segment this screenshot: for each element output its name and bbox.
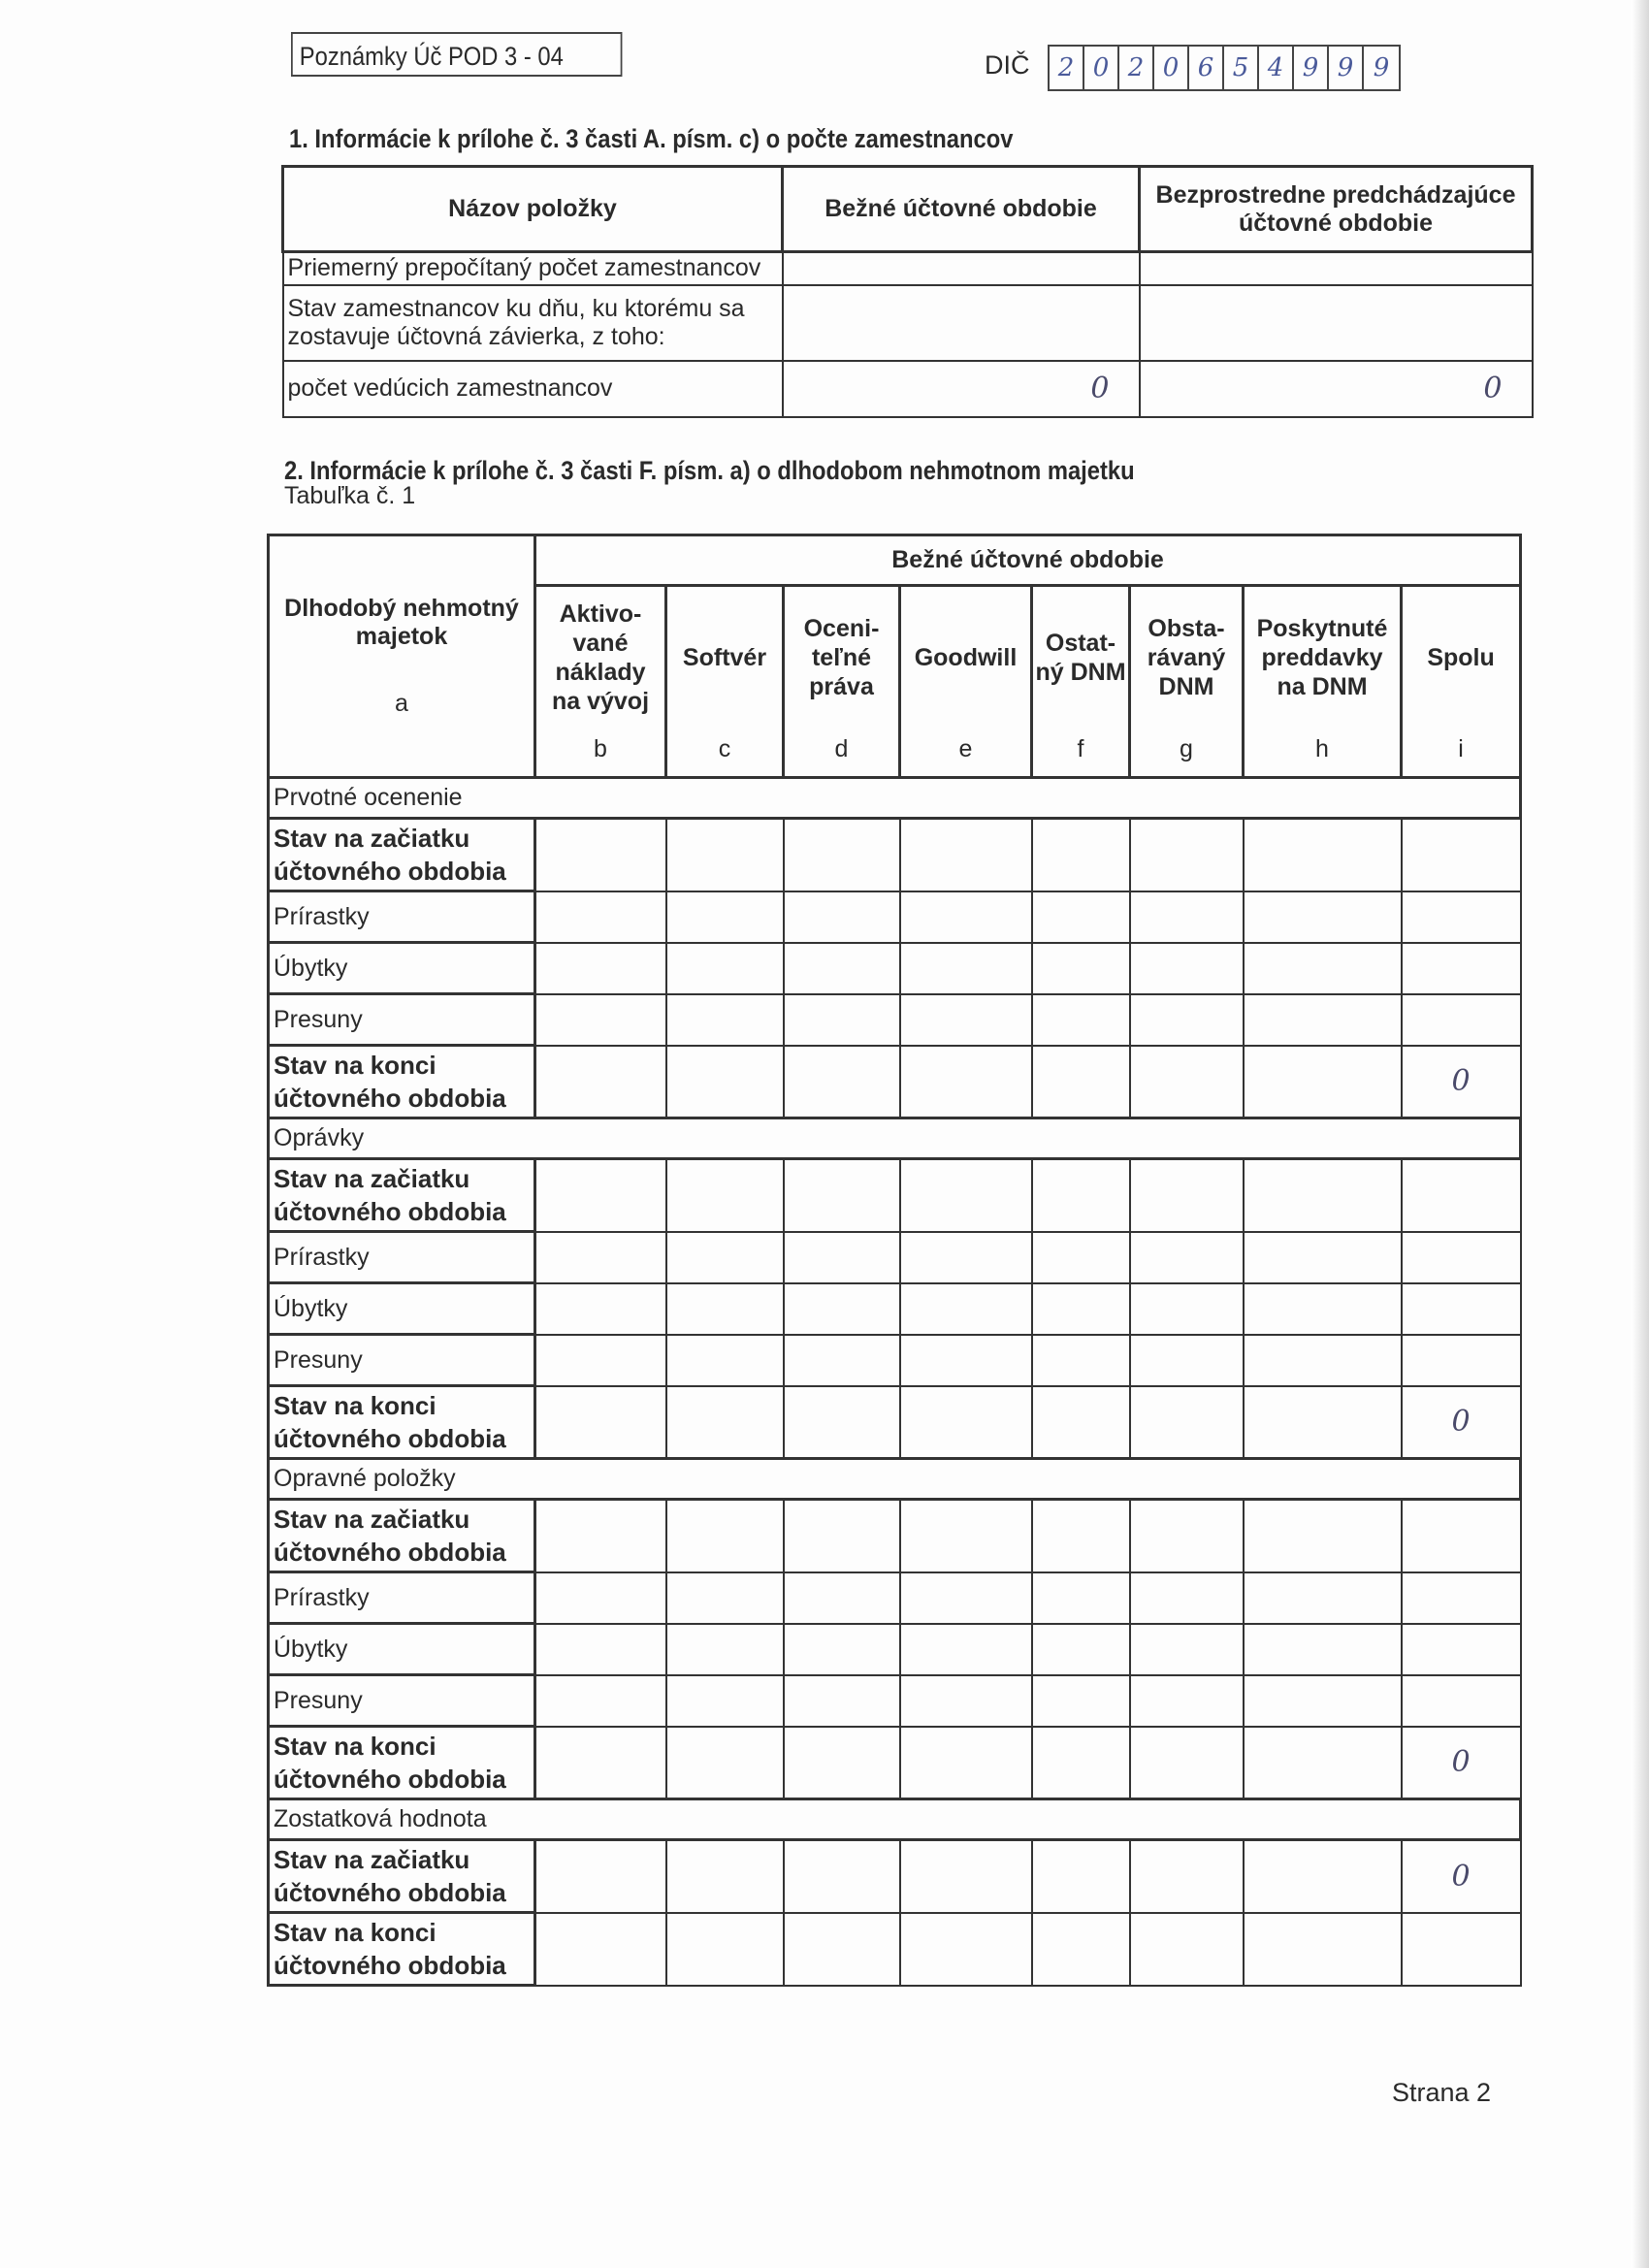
dic-field (1048, 45, 1401, 91)
section2-title: 2. Informácie k prílohe č. 3 časti F. písm. a) o dlhodobom nehmotnom majetku (284, 456, 1135, 485)
col-letter: i (1458, 735, 1464, 762)
spolu-cell (1402, 819, 1521, 891)
spolu-cell: 0 (1402, 1046, 1521, 1118)
value-cell (900, 1913, 1032, 1986)
value-cell (1032, 1675, 1130, 1727)
table-row (269, 1046, 1521, 1118)
value-cell (535, 1572, 666, 1624)
row-label: Prírastky (269, 1572, 535, 1624)
value-cell (1130, 1727, 1244, 1799)
value-cell (784, 1232, 900, 1283)
value-cell (784, 1159, 900, 1232)
value-cell (900, 943, 1032, 994)
value-cell (900, 1675, 1032, 1727)
col-letter: h (1315, 735, 1329, 762)
table-row (269, 1840, 1521, 1913)
col-header (535, 586, 666, 778)
table-row (269, 1675, 1521, 1727)
value-cell (900, 1572, 1032, 1624)
value-cell (900, 891, 1032, 943)
value-cell (1130, 1159, 1244, 1232)
spolu-cell (1402, 1624, 1521, 1675)
table-row (269, 1335, 1521, 1386)
value-cell (1032, 1727, 1130, 1799)
spolu-cell (1402, 994, 1521, 1046)
group-row (269, 778, 1521, 819)
dic-digit: 2 (1050, 47, 1084, 89)
value-cell (535, 1500, 666, 1572)
dic-digit: 5 (1224, 47, 1259, 89)
value-cell (535, 1624, 666, 1675)
row-header (269, 535, 535, 778)
row-label: Stav na začiatku účtovného obdobia (269, 1500, 535, 1572)
value-cell (1244, 1913, 1402, 1986)
spolu-cell (1402, 1283, 1521, 1335)
table-row (269, 891, 1521, 943)
dic-digit: 9 (1373, 53, 1390, 82)
cell-current: 0 (783, 361, 1140, 417)
value-cell (1244, 1046, 1402, 1118)
table-row (269, 1624, 1521, 1675)
group-header: Bežné účtovné obdobie (535, 535, 1521, 586)
table-row (269, 1232, 1521, 1283)
value-cell (535, 1283, 666, 1335)
value-cell (784, 1572, 900, 1624)
value-cell (1032, 1159, 1130, 1232)
value-cell (1032, 1913, 1130, 1986)
row-label: Stav na začiatku účtovného obdobia (269, 819, 535, 891)
col-letter: e (958, 735, 973, 762)
dic-digit: 0 (1154, 47, 1189, 89)
value-cell (1130, 1840, 1244, 1913)
col-header-label: Softvér (682, 644, 767, 671)
value-cell (784, 1624, 900, 1675)
table-row (269, 994, 1521, 1046)
table-row (283, 361, 1533, 417)
dic-digit: 6 (1189, 47, 1224, 89)
value-cell (666, 1624, 784, 1675)
table-caption: Tabuľka č. 1 (284, 482, 416, 509)
table-row (269, 819, 1521, 891)
col-header (666, 586, 784, 778)
value-cell (784, 1840, 900, 1913)
row-label: Presuny (269, 1335, 535, 1386)
value-cell (900, 1386, 1032, 1459)
value-cell (666, 1675, 784, 1727)
dic-digit: 9 (1329, 47, 1364, 89)
spolu-cell (1402, 1675, 1521, 1727)
spolu-cell (1402, 1572, 1521, 1624)
col-header-label: Spolu (1427, 644, 1495, 671)
group-row (269, 1459, 1521, 1500)
value-cell (900, 819, 1032, 891)
spolu-cell (1402, 943, 1521, 994)
row-label: Stav na konci účtovného obdobia (269, 1913, 535, 1986)
value-cell (1130, 1232, 1244, 1283)
dic-digit: 9 (1294, 47, 1329, 89)
value-cell (1032, 1840, 1130, 1913)
row-header-label: Dlhodobý nehmotný majetok (284, 595, 519, 650)
table-row (269, 1159, 1521, 1232)
value-cell (1032, 1283, 1130, 1335)
value-cell (535, 1386, 666, 1459)
dic-digit: 4 (1259, 47, 1294, 89)
table-row (269, 1386, 1521, 1459)
value-cell (1130, 994, 1244, 1046)
value-cell (535, 1727, 666, 1799)
value-cell (535, 891, 666, 943)
cell-previous (1140, 285, 1533, 361)
spolu-cell (1402, 1159, 1521, 1232)
group-row (269, 1118, 1521, 1159)
col-header-label: Oceni- teľné práva (803, 615, 880, 700)
col-letter: b (594, 735, 607, 762)
value-cell (784, 819, 900, 891)
value-cell (900, 1727, 1032, 1799)
value-cell (666, 1840, 784, 1913)
intangible-assets-table (267, 534, 1522, 1987)
section1-title: 1. Informácie k prílohe č. 3 časti A. písm. c) o počte zamestnancov (289, 124, 1014, 153)
value-cell (784, 1335, 900, 1386)
col-letter: d (834, 735, 849, 762)
value-cell (535, 1232, 666, 1283)
value-cell (784, 1675, 900, 1727)
col-header-label: Ostat- ný DNM (1035, 630, 1126, 686)
value-cell (535, 1913, 666, 1986)
value-cell (784, 1500, 900, 1572)
col-header (1032, 586, 1130, 778)
value-cell (784, 943, 900, 994)
value-cell (666, 1335, 784, 1386)
cell-previous: 0 (1140, 361, 1533, 417)
value-cell (900, 1159, 1032, 1232)
value-cell (535, 1046, 666, 1118)
value-cell (900, 1335, 1032, 1386)
dic-digit: 2 (1119, 47, 1154, 89)
group-title: Opravné položky (269, 1459, 1521, 1500)
spolu-cell (1402, 1500, 1521, 1572)
col-header-label: Goodwill (914, 644, 1018, 671)
table-row (283, 285, 1533, 361)
group-title: Oprávky (269, 1118, 1521, 1159)
value-cell (535, 943, 666, 994)
value-cell (1032, 1232, 1130, 1283)
col-letter: g (1180, 735, 1193, 762)
spolu-cell (1402, 1232, 1521, 1283)
value-cell (900, 1624, 1032, 1675)
value-cell (1032, 1335, 1130, 1386)
value-cell (666, 943, 784, 994)
table-row (283, 252, 1533, 285)
row-label: Úbytky (269, 1624, 535, 1675)
spolu-cell (1402, 1913, 1521, 1986)
value-cell (1244, 1624, 1402, 1675)
value-cell (1244, 1727, 1402, 1799)
value-cell (666, 1727, 784, 1799)
value-cell (784, 1386, 900, 1459)
value-cell (1244, 943, 1402, 994)
table-row (269, 1727, 1521, 1799)
col-header-label: Aktivo- vané náklady na vývoj (551, 600, 650, 715)
value-cell (1130, 891, 1244, 943)
dic-digit: 0 (1084, 47, 1119, 89)
row-label: počet vedúcich zamestnancov (283, 361, 783, 417)
spolu-cell: 0 (1402, 1840, 1521, 1913)
table-row (269, 1500, 1521, 1572)
row-label: Prírastky (269, 1232, 535, 1283)
value-cell (1244, 819, 1402, 891)
col-header: Názov položky (283, 167, 783, 252)
col-letter: f (1077, 735, 1084, 762)
value-cell (666, 819, 784, 891)
value-cell (1244, 1159, 1402, 1232)
table-row (269, 1572, 1521, 1624)
col-header (900, 586, 1032, 778)
value-cell (1032, 1386, 1130, 1459)
value-cell (900, 1500, 1032, 1572)
value-cell (535, 1840, 666, 1913)
row-label: Presuny (269, 994, 535, 1046)
value-cell (1244, 1572, 1402, 1624)
spolu-cell: 0 (1402, 1386, 1521, 1459)
value-cell (1244, 891, 1402, 943)
value-cell (666, 891, 784, 943)
value-cell (1130, 1500, 1244, 1572)
value-cell (1032, 819, 1130, 891)
value-cell (1130, 943, 1244, 994)
table-row (269, 943, 1521, 994)
spolu-cell (1402, 891, 1521, 943)
row-label: Prírastky (269, 891, 535, 943)
value-cell (1244, 1335, 1402, 1386)
spolu-cell: 0 (1402, 1727, 1521, 1799)
value-cell (666, 1572, 784, 1624)
value-cell (1130, 1913, 1244, 1986)
col-header-label: Poskytnuté preddavky na DNM (1256, 615, 1388, 700)
value-cell (666, 1500, 784, 1572)
table-row (269, 1283, 1521, 1335)
row-label: Priemerný prepočítaný počet zamestnancov (283, 252, 783, 285)
value-cell (784, 891, 900, 943)
col-header (784, 586, 900, 778)
value-cell (900, 1840, 1032, 1913)
employees-table (281, 165, 1534, 418)
value-cell (666, 994, 784, 1046)
col-header: Bežné účtovné obdobie (783, 167, 1140, 252)
value-cell (535, 994, 666, 1046)
value-cell (666, 1386, 784, 1459)
row-label: Stav na začiatku účtovného obdobia (269, 1159, 535, 1232)
row-label: Stav na začiatku účtovného obdobia (269, 1840, 535, 1913)
value-cell (1244, 1283, 1402, 1335)
value-cell (1032, 1500, 1130, 1572)
value-cell (1244, 1500, 1402, 1572)
col-header (1402, 586, 1521, 778)
table-header-row (269, 535, 1521, 586)
form-code-box: Poznámky Úč POD 3 - 04 (291, 32, 622, 77)
group-title: Zostatková hodnota (269, 1799, 1521, 1840)
table-header-row (283, 167, 1533, 252)
page-number: Strana 2 (1392, 2078, 1492, 2107)
scan-edge (1632, 0, 1649, 2268)
value-cell (900, 1283, 1032, 1335)
value-cell (1032, 891, 1130, 943)
value-cell (1032, 994, 1130, 1046)
value-cell (1130, 1283, 1244, 1335)
value-cell (1130, 1675, 1244, 1727)
value-cell (900, 1046, 1032, 1118)
value-cell (666, 1046, 784, 1118)
row-label: Úbytky (269, 1283, 535, 1335)
value-cell (1032, 943, 1130, 994)
col-header (1244, 586, 1402, 778)
value-cell (535, 1159, 666, 1232)
value-cell (1130, 819, 1244, 891)
cell-current (783, 252, 1140, 285)
value-cell (1032, 1572, 1130, 1624)
col-header-label: Obsta- rávaný DNM (1147, 615, 1226, 700)
value-cell (666, 1283, 784, 1335)
value-cell (535, 819, 666, 891)
row-label: Presuny (269, 1675, 535, 1727)
row-label: Stav na konci účtovného obdobia (269, 1727, 535, 1799)
value-cell (784, 1046, 900, 1118)
row-label: Stav na konci účtovného obdobia (269, 1046, 535, 1118)
value-cell (666, 1159, 784, 1232)
value-cell (1244, 1840, 1402, 1913)
col-header (1130, 586, 1244, 778)
dic-label: DIČ (985, 50, 1030, 80)
value-cell (784, 1727, 900, 1799)
value-cell (1032, 1624, 1130, 1675)
table-row (269, 1913, 1521, 1986)
value-cell (1130, 1335, 1244, 1386)
value-cell (1244, 1232, 1402, 1283)
value-cell (1244, 994, 1402, 1046)
value-cell (1130, 1572, 1244, 1624)
value-cell (666, 1913, 784, 1986)
value-cell (784, 1283, 900, 1335)
value-cell (1130, 1046, 1244, 1118)
value-cell (784, 994, 900, 1046)
value-cell (1244, 1386, 1402, 1459)
value-cell (1032, 1046, 1130, 1118)
value-cell (1244, 1675, 1402, 1727)
value-cell (1130, 1386, 1244, 1459)
spolu-cell (1402, 1335, 1521, 1386)
group-title: Prvotné ocenenie (269, 778, 1521, 819)
row-label: Stav na konci účtovného obdobia (269, 1386, 535, 1459)
value-cell (535, 1335, 666, 1386)
value-cell (900, 994, 1032, 1046)
value-cell (784, 1913, 900, 1986)
cell-previous (1140, 252, 1533, 285)
value-cell (900, 1232, 1032, 1283)
group-row (269, 1799, 1521, 1840)
value-cell (666, 1232, 784, 1283)
value-cell (535, 1675, 666, 1727)
cell-current (783, 285, 1140, 361)
value-cell (1130, 1624, 1244, 1675)
row-label: Úbytky (269, 943, 535, 994)
row-label: Stav zamestnancov ku dňu, ku ktorému sa zostavuje účtovná závierka, z toho: (283, 285, 783, 361)
col-header: Bezprostredne predchádzajúce účtovné obdobie (1140, 167, 1533, 252)
col-letter: a (395, 690, 408, 717)
col-letter: c (718, 735, 731, 762)
